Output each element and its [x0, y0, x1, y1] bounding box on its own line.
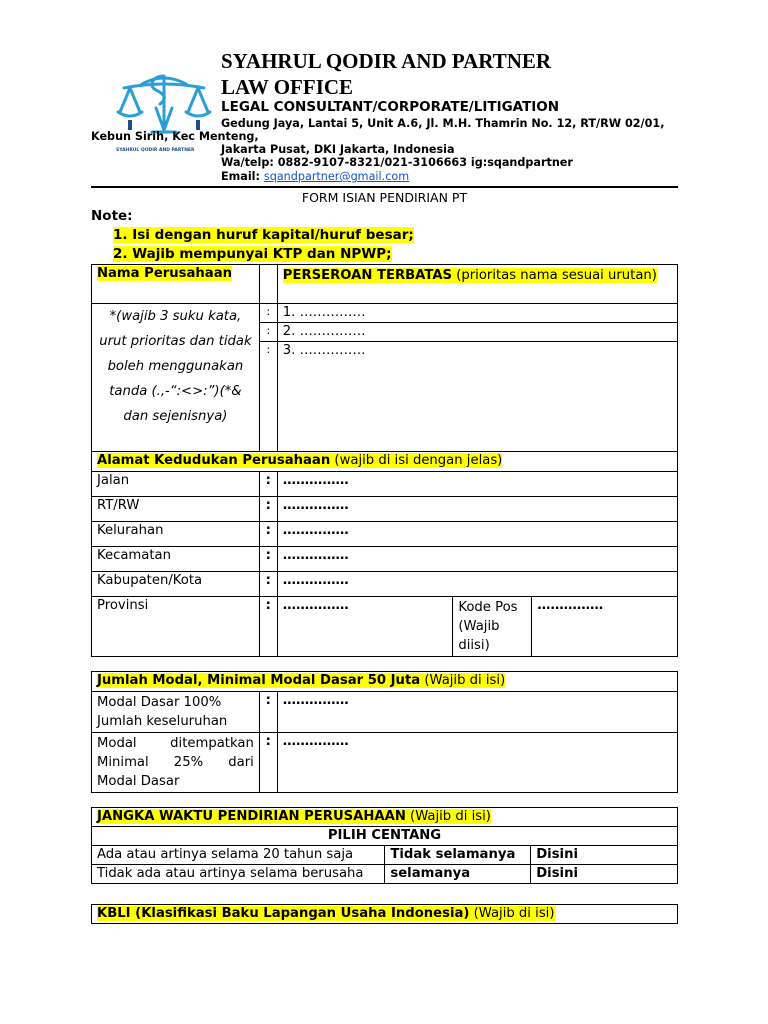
company-name-pt-cell [277, 265, 677, 304]
note-label: Note: [91, 208, 133, 224]
address-line-3: Jakarta Pusat, DKI Jakarta, Indonesia [221, 143, 455, 156]
colon: : [259, 497, 277, 522]
field-value-kodepos[interactable]: …………… [532, 597, 678, 657]
field-value-kecamatan[interactable]: …………… [277, 547, 677, 572]
colon: : [259, 572, 277, 597]
field-label-kodepos: Kode Pos (Wajib diisi) [453, 597, 532, 657]
form-title: FORM ISIAN PENDIRIAN PT [301, 190, 468, 205]
company-name-instructions: *(wajib 3 suku kata, urut prioritas dan tidak boleh menggunakan tanda (.,-“:<>:”)(*& dan sejenisnya) [92, 304, 260, 452]
field-value-provinsi[interactable]: …………… [277, 597, 453, 657]
firm-subtitle: LAW OFFICE [221, 75, 354, 99]
email-link[interactable]: sqandpartner@gmail.com [263, 170, 410, 183]
duration-header [92, 808, 678, 827]
note-item-1 [113, 227, 414, 243]
field-value-rtrw[interactable]: …………… [277, 497, 677, 522]
duration-desc-2: Tidak ada atau artinya selama berusaha [92, 865, 385, 884]
duration-hint: (Wajib di isi) [405, 809, 491, 824]
colon: : [259, 692, 277, 733]
contact-line: Wa/telp: 0882-9107-8321/021-3106663 ig:sqandpartner [221, 156, 573, 169]
kbli-header [92, 905, 678, 924]
duration-subtitle: PILIH CENTANG [92, 827, 678, 846]
capital-base-label: Modal Dasar 100% Jumlah keseluruhan [92, 692, 260, 733]
capital-base-value[interactable]: …………… [277, 692, 677, 733]
note-item-2-text: 2. Wajib mempunyai KTP dan NPWP; [113, 246, 392, 262]
capital-header [92, 672, 678, 692]
note-item-1-text: 1. Isi dengan huruf kapital/huruf besar; [113, 227, 414, 243]
name-option-1[interactable]: 1. …………… [277, 304, 677, 323]
colon: : [259, 342, 277, 452]
pt-hint: (prioritas nama sesuai urutan) [452, 268, 657, 283]
kbli-hint: (Wajib di isi) [469, 906, 555, 921]
field-label-provinsi: Provinsi [92, 597, 260, 657]
colon: : [259, 472, 277, 497]
field-label-kelurahan: Kelurahan [92, 522, 260, 547]
capital-table [91, 671, 678, 793]
capital-placed-label: Modal ditempatkan Minimal 25% dari Modal Dasar [92, 733, 260, 793]
duration-title: JANGKA WAKTU PENDIRIAN PERUSAHAAN [97, 809, 406, 824]
colon: : [259, 547, 277, 572]
email-label: Email: [221, 170, 264, 183]
kbli-table [91, 904, 678, 924]
field-value-jalan[interactable]: …………… [277, 472, 677, 497]
pt-label: PERSEROAN TERBATAS [282, 268, 453, 283]
duration-desc-1: Ada atau artinya selama 20 tahun saja [92, 846, 385, 865]
duration-checkbox-1[interactable]: Disini [531, 846, 678, 865]
field-label-kecamatan: Kecamatan [92, 547, 260, 572]
firm-name: SYAHRUL QODIR AND PARTNER [221, 49, 552, 73]
kbli-title: KBLI (Klasifikasi Baku Lapangan Usaha Indonesia) [97, 906, 470, 921]
duration-option-1: Tidak selamanya [385, 846, 531, 865]
field-label-rtrw: RT/RW [92, 497, 260, 522]
capital-placed-value[interactable]: …………… [277, 733, 677, 793]
company-name-label: Nama Perusahaan [97, 266, 232, 281]
company-name-spacer [259, 265, 277, 304]
company-name-label-cell [92, 265, 260, 304]
duration-option-2: selamanya [385, 865, 531, 884]
field-label-kabupaten: Kabupaten/Kota [92, 572, 260, 597]
firm-tagline: LEGAL CONSULTANT/CORPORATE/LITIGATION [221, 99, 560, 115]
colon: : [259, 304, 277, 323]
note-item-2 [113, 246, 392, 262]
duration-table [91, 807, 678, 884]
address-table [91, 451, 678, 657]
address-line-2: Kebun Sirih, Kec Menteng, [91, 130, 259, 143]
colon: : [259, 733, 277, 793]
company-name-table [91, 264, 678, 452]
address-header [92, 452, 678, 472]
colon: : [259, 323, 277, 342]
header-divider [91, 186, 678, 188]
name-option-3[interactable]: 3. …………… [277, 342, 677, 452]
address-title: Alamat Kedudukan Perusahaan [97, 453, 331, 468]
field-value-kabupaten[interactable]: …………… [277, 572, 677, 597]
email-line [221, 170, 409, 184]
duration-checkbox-2[interactable]: Disini [531, 865, 678, 884]
name-option-2[interactable]: 2. …………… [277, 323, 677, 342]
colon: : [259, 597, 277, 657]
field-label-jalan: Jalan [92, 472, 260, 497]
capital-title: Jumlah Modal, Minimal Modal Dasar 50 Juta [97, 673, 421, 688]
logo-caption: SYAHRUL QODIR AND PARTNER [116, 148, 195, 153]
address-line-1: Gedung Jaya, Lantai 5, Unit A.6, Jl. M.H. Thamrin No. 12, RT/RW 02/01, [221, 117, 665, 130]
field-value-kelurahan[interactable]: …………… [277, 522, 677, 547]
capital-hint: (Wajib di isi) [420, 673, 506, 688]
colon: : [259, 522, 277, 547]
address-hint: (wajib di isi dengan jelas) [330, 453, 503, 468]
